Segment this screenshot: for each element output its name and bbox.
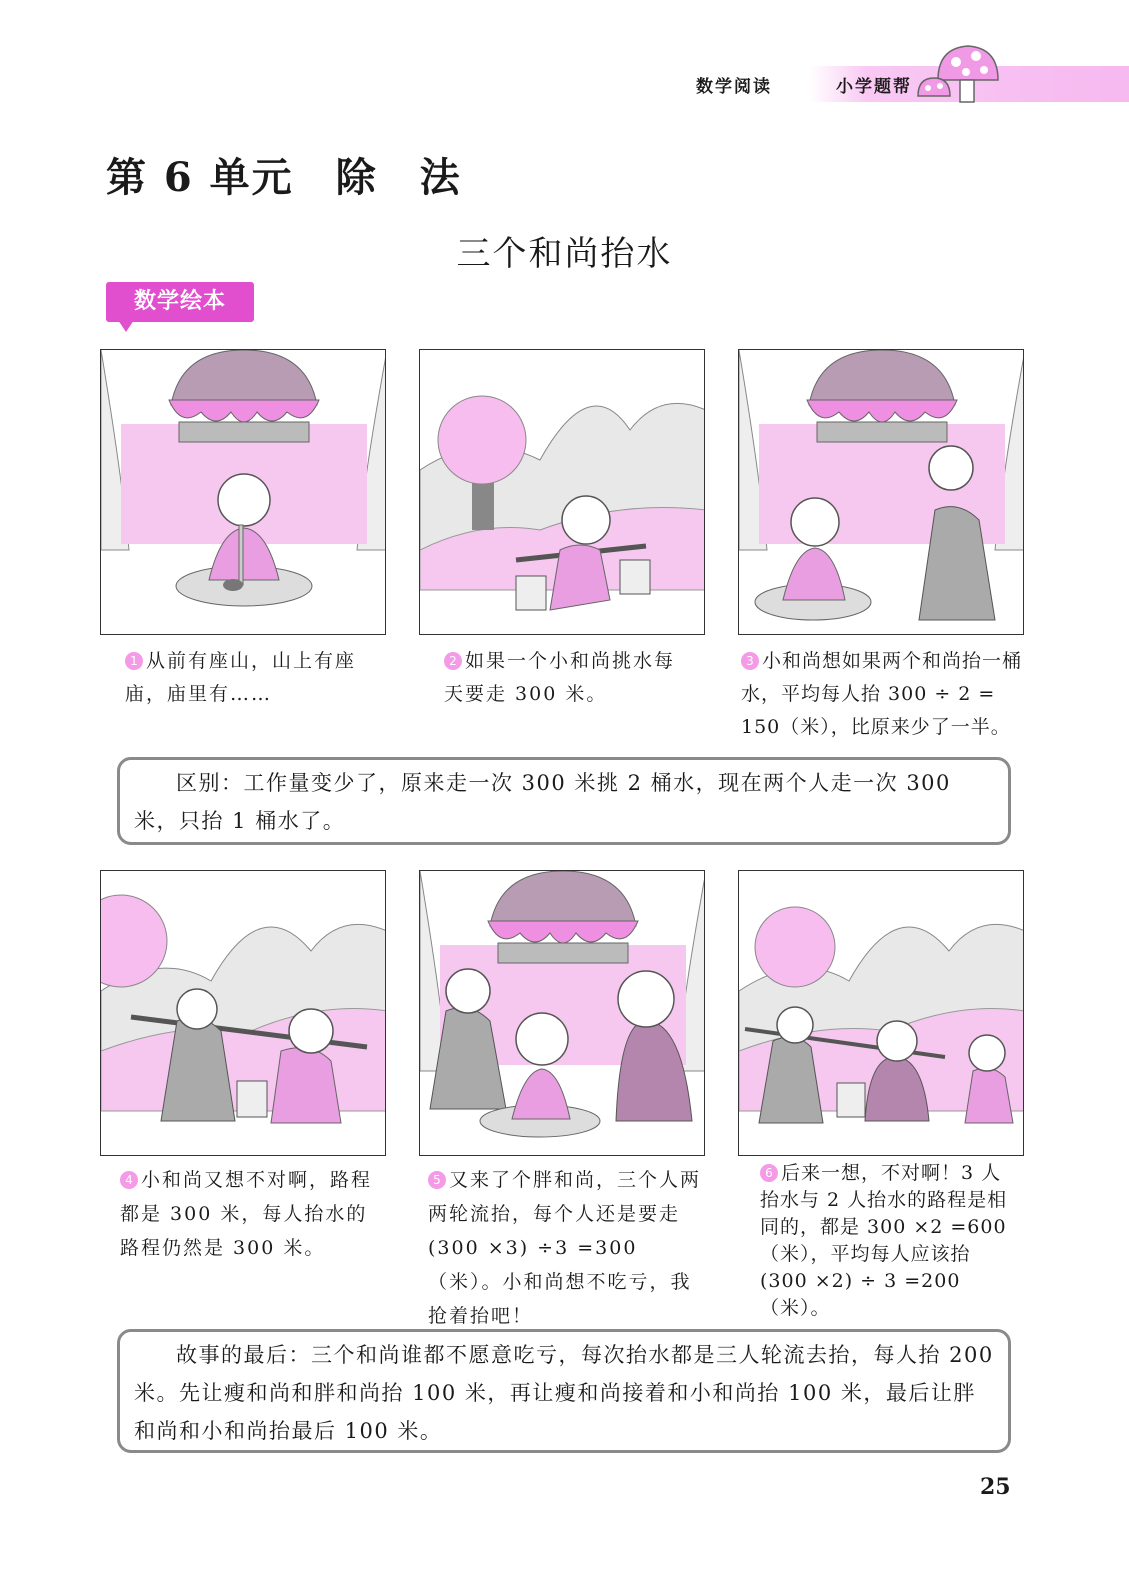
section-tag: 数学绘本 (106, 282, 254, 322)
caption-1: 1 从前有座山，山上有座庙，庙里有…… (125, 650, 357, 705)
difference-note: 区别：工作量变少了，原来走一次 300 米挑 2 桶水，现在两个人走一次 300 米，只抬 1 桶水了。 (117, 757, 1011, 845)
section-tag-tail (118, 320, 134, 332)
caption-5: 5 又来了个胖和尚，三个人两两轮流抬，每个人还是要走 (300 ×3) ÷3 =300（米）。小和尚想不吃亏，我抢着抬吧！ (428, 1169, 702, 1327)
caption-6: 6 后来一想，不对啊！3 人抬水与 2 人抬水的路程是相同的，都是 300 ×2 =600（米），平均每人应该抬 (300 ×2) ÷ 3 =200（米）。 (760, 1162, 1008, 1319)
story-title: 三个和尚抬水 (456, 234, 673, 274)
unit-title: 第 6 单元 除 法 (106, 154, 462, 201)
page-number: 25 (980, 1474, 1011, 1500)
caption-2: 2 如果一个小和尚挑水每天要走 300 米。 (444, 650, 676, 705)
caption-4: 4 小和尚又想不对啊，路程都是 300 米，每人抬水的路程仍然是 300 米。 (120, 1169, 373, 1259)
comic-panel-1 (100, 349, 386, 635)
comic-panel-2 (419, 349, 705, 635)
ending-note: 故事的最后：三个和尚谁都不愿意吃亏，每次抬水都是三人轮流去抬，每人抬 200 米。先让瘦和尚和胖和尚抬 100 米，再让瘦和尚接着和小和尚抬 100 米，最后让胖和尚和小和尚抬最后 100 米。 (117, 1329, 1011, 1453)
comic-panel-3 (738, 349, 1024, 635)
comic-panel-5 (419, 870, 705, 1156)
mushroom-icon (916, 40, 1008, 108)
comic-panel-6 (738, 870, 1024, 1156)
caption-3: 3 小和尚想如果两个和尚抬一桶水，平均每人抬 300 ÷ 2 = 150（米），比原来少了一半。 (741, 650, 1023, 738)
comic-panel-4 (100, 870, 386, 1156)
book-title: 数学阅读 (696, 77, 772, 97)
series-title: 小学题帮 (836, 77, 912, 97)
